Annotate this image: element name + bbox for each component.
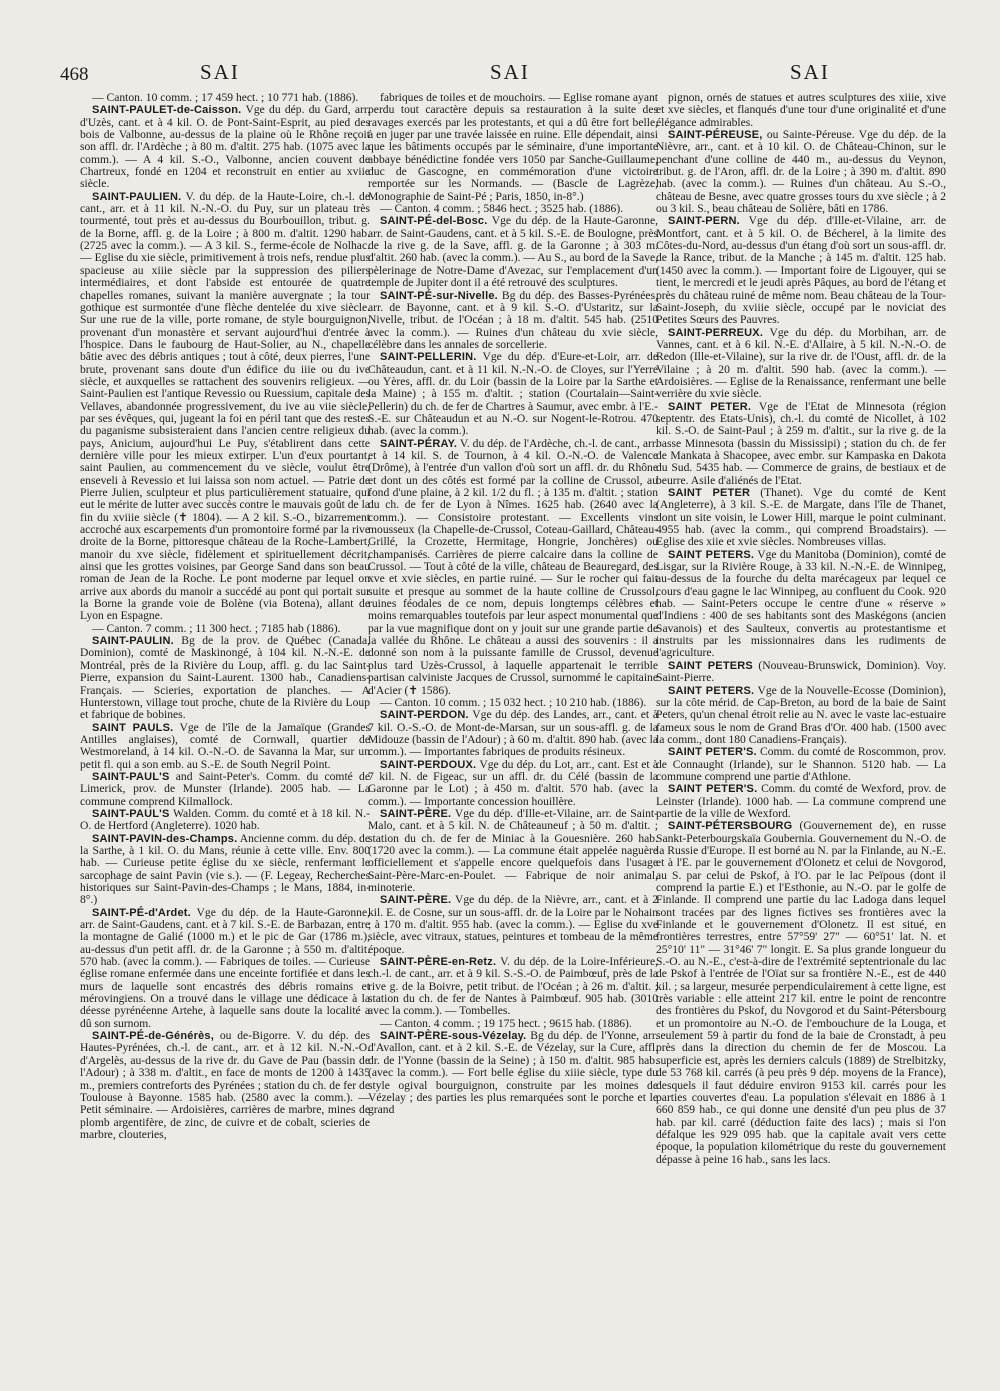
entry-headword: SAINT-PAULET-de-Caisson. xyxy=(92,104,242,117)
entry-text: and Saint-Peter's. Comm. du comté de Limerick, prov. de Munster (Irlande). 2005 hab. — La commune comprend Kilmallock. xyxy=(80,769,370,808)
entry-headword: SAINT-PAVIN-des-Champs. xyxy=(92,832,238,845)
running-head-right: SAI xyxy=(790,60,830,84)
dictionary-entry xyxy=(80,907,370,1030)
entry-headword: SAINT-PÈRE-sous-Vézelay. xyxy=(380,1030,527,1043)
entry-text: Bg de la prov. de Québec (Canada, Dominion), comté de Maskinongé, à 104 kil. N.-N.-E. de Montréal, près de la Rivière du Loup, affl. g. du lac Saint-Pierre, expansion du Saint-Laurent. 1300 hab., Canadiens-Français. — Scieries, exportation de planches. — A Hunterstown, village tout proche, chute de la Rivière du Loup et fabrique de bobines. xyxy=(80,634,370,722)
entry-text: Comm. du comté de Roscommon, prov. de Connaught (Irlande), sur le Shannon. 5120 hab. — La commune comprend une partie d'Athlone. xyxy=(656,745,946,783)
entry-headword: SAINT-PÈRE. xyxy=(380,894,452,907)
dictionary-entry xyxy=(368,438,658,697)
dictionary-entry xyxy=(80,191,370,623)
entry-text: — Canton. 10 comm. ; 15 032 hect. ; 10 210 hab. (1886). xyxy=(380,695,647,709)
dictionary-entry xyxy=(368,351,658,437)
dictionary-entry xyxy=(368,759,658,808)
dictionary-entry xyxy=(80,104,370,190)
dictionary-entry xyxy=(656,685,946,747)
entry-headword: SAINT-PÉ-sur-Nivelle. xyxy=(380,289,498,302)
entry-text: — Canton. 4 comm. ; 5846 hect. ; 3525 hab. (1886). xyxy=(380,202,624,216)
dictionary-entry xyxy=(368,290,658,352)
entry-text: Vge du dép. de la Nièvre, arr., cant. et à 2 kil. E. de Cosne, sur un sous-affl. dr. de la Loire par le Nohain ; à 170 m. d'altit. 955 hab. (avec la comm.). — Eglise du xve siècle, avec vitraux, statues, peintures et tombeau de la même époque. xyxy=(368,893,658,956)
dictionary-entry xyxy=(656,660,946,685)
entry-text: pignon, ornés de statues et autres sculptures des xiiie, xive et xve siècles, et flanqués d'une tour d'une originalité et d'une élégance admirables. xyxy=(656,92,946,129)
dictionary-entry xyxy=(656,401,946,487)
entry-text: Vge du dép. de la Haute-Garonne, arr. de Saint-Gaudens, cant. et à 7 kil. S.-E. de Barbazan, entre la montagne de Galié (1000 m.) et le pic de Gar (1786 m.), au-dessus d'un petit affl. dr. de la Garonne ; à 550 m. d'altit. 570 hab. (avec la comm.). — Fabriques de toiles. — Curieuse église romane enfermée dans une enceinte fortifiée et dans les murs de laquelle sont encastrés des débris romains et mérovingiens. On a trouvé dans le village une dédicace à la déesse pyrénéenne Artehe, à laquelle sans doute la localité a dû son surnom. xyxy=(80,905,370,1030)
entry-headword: SAINT PAULS. xyxy=(92,721,174,734)
dictionary-entry xyxy=(656,487,946,549)
entry-text: Vge du dép. des Landes, arr., cant. et à 7 kil. O.-S.-O. de Mont-de-Marsan, sur un sous-affl. g. de la Midouze (bassin de l'Adour) ; à 60 m. d'altit. 890 hab. (avec la comm.). — Importantes fabriques de produits résineux. xyxy=(368,708,658,759)
entry-text: Bg du dép. des Basses-Pyrénées, arr. de Bayonne, cant. et à 9 kil. S.-O. d'Ustaritz, sur la Nivelle, tribut. de l'Océan ; à 18 m. d'altit. 545 hab. (2510 avec la comm.). — Ruines d'un château du xvie siècle, célèbre dans les annales de sorcellerie. xyxy=(368,288,658,351)
entry-text: (Gouvernement de), en russe Sankt-Peterbourgskaïa Goubernia. Gouvernement du N.-O. de la Russie d'Europe. Il est borné au N. par la Finlande, au N.-E. et à l'E. par le gouvernement d'Olonetz et celui de Novgorod, au S. par celui de Pskof, à l'O. par le lac Peïpous (dont il comprend la partie E.) et l'Esthonie, au N.-O. par le golfe de Finlande. Il comprend une partie du lac Ladoga dans lequel sont tracées par des lignes fictives ses frontières avec la Finlande et le gouvernement d'Olonetz. Il est situé, en frontières terrestres, entre 57°59' 27" — 60°51' lat. N. et 25°10' 11" — 31°46' 7" longit. E. Sa plus grande longueur du S.-O. au N.-E., c'est-à-dire de l'extrémité septentrionale du lac de Pskof à l'entrée de l'Oïat sur sa frontière N.-E., est de 440 kil. ; sa largeur, mesurée perpendiculairement à cette ligne, est très variable : elle atteint 217 kil. entre le point de rencontre des frontières du Pskof, du Novgorod et du Saint-Pétersbourg et un promontoire au N.-O. de l'embouchure de la Louga, et seulement 59 à partir du fond de la baie de Cronstadt, à peu près dans la direction du chemin de fer de Moscou. La superficie est, après les derniers calculs (1889) de Strelbitzky, de 53 768 kil. carrés (à peu près 9 dép. moyens de la France), desquels il faut déduire environ 9153 kil. carrés pour les parties couvertes d'eau. La population s'élevait en 1886 à 1 660 859 hab., ce qui donne une densité d'un peu plus de 37 hab. par kil. carré (déduction faite des lacs) ; mais si l'on défalque les 929 095 hab. que la capitale avait vers cette époque, la population kilométrique du reste du gouvernement dépasse à peine 16 hab., sans les lacs. xyxy=(656,819,946,1166)
entry-text: (Thanet). Vge du comté de Kent (Angleterre), à 3 kil. S.-E. de Margate, dans l'île de Thanet, dont un site voisin, le Lower Hill, marque le point culminant. 4955 hab. (avec la comm., qui comprend Broadstairs). — Eglise des xiie et xvie siècles. Nombreuses villas. xyxy=(656,486,946,549)
dictionary-entry xyxy=(80,833,370,907)
entry-headword: SAINT-PÉ-del-Bosc. xyxy=(380,215,488,228)
entry-text: fabriques de toiles et de mouchoirs. — Eglise romane ayant perdu tout caractère depuis sa restauration à la suite des ravages exercés par les protestants, et qui a dû être fort belle, à en juger par une travée laissée en ruine. Elle dépendait, ainsi que les bâtiments occupés par le séminaire, d'une importante abbaye bénédictine fondée vers 1050 par Sanche-Guillaume, duc de Gascogne, en commémoration d'une victoire remportée sur les Normands. — (Bascle de Lagrèze, Monographie de Saint-Pé ; Paris, 1850, in-8°.) xyxy=(368,92,658,203)
entry-headword: SAINT PETER'S. xyxy=(668,746,757,759)
entry-text: Vge de l'île de la Jamaïque (Grandes Antilles anglaises), comté de Cornwall, quartier de Westmoreland, à 14 kil. O.-N.-O. de Savanna la Mar, sur un petit fl. qui a son emb. au S.-E. de South Negril Point. xyxy=(80,720,370,771)
dictionary-entry xyxy=(656,783,946,820)
entry-text: Vge du dép. d'Ille-et-Vilaine, arr. de Montfort, cant. et à 5 kil. O. de Bécherel, à la limite des Côtes-du-Nord, au-dessus d'un étang d'où sort un sous-affl. dr. de la Rance, tribut. de la Manche ; à 145 m. d'altit. 125 hab. (1450 avec la comm.). — Important foire de Ligouyer, qui se tient, le mercredi et le jeudi après Pâques, au bord de l'étang et près du château ruiné de même nom. Beau château de la Tour-Saint-Joseph, du xviiie siècle, occupé par le noviciat des Petites Sœurs des Pauvres. xyxy=(656,214,946,327)
entry-text: — Canton. 4 comm. ; 19 175 hect. ; 9615 hab. (1886). xyxy=(380,1016,632,1030)
dictionary-entry xyxy=(368,215,658,289)
entry-text: Vge du dép. du Morbihan, arr. de Vannes, cant. et à 6 kil. N.-E. d'Allaire, à 5 kil. N.-N.-O. de Redon (Ille-et-Vilaine), sur la rive dr. de l'Oust, affl. dr. de la Vilaine ; à 20 m. d'altit. 590 hab. (avec la comm.). — Ardoisières. — Eglise de la Renaissance, renfermant une belle verrière du xvie siècle. xyxy=(656,325,946,401)
dictionary-entry xyxy=(656,327,946,401)
entry-headword: SAINT-PÉTERSBOURG xyxy=(668,820,793,833)
entry-text: — Canton. 7 comm. ; 11 300 hect. ; 7185 hab (1886). xyxy=(92,621,341,635)
entry-headword: SAINT-PERREUX. xyxy=(668,326,764,339)
dictionary-entry xyxy=(368,1030,658,1116)
entry-text: Vge de la Nouvelle-Ecosse (Dominion), sur la côte mérid. de Cap-Breton, au bord de la baie de Saint Peters, qu'un chenal étroit relie au N. avec le vaste lac-estuaire fameux sous le nom de Grand Bras d'Or. 400 hab. (1500 avec la comm., dont 180 Canadiens-Français). xyxy=(656,683,946,746)
dictionary-entry xyxy=(368,92,658,203)
dictionary-entry xyxy=(368,956,658,1018)
entry-text: V. du dép. de l'Ardèche, ch.-l. de cant., arr. et à 14 kil. S. de Tournon, à 4 kil. O.-N.-O. de Valence (Drôme), à l'entrée d'un vallon d'où sort un affl. dr. du Rhône et dont un des côtés est formé par la colline de Crussol, au fond d'une plaine, à 2 kil. 1/2 du fl. ; à 135 m. d'altit. ; station du ch. de fer de Lyon à Nîmes. 1625 hab. (2640 avec la comm.). — Consistoire protestant. — Excellents vins mousseux (la Chapelle-de-Crussol, Coteau-Gaillard, Château-Grillé, la Crozette, Hermitage, Hongrie, Jonchères) ou champanisés. Carrières de pierre calcaire dans la colline de Crussol. — Tout à côté de la ville, château de Beauregard, des xve et xvie siècles, en partie ruiné. — Sur le rocher qui fait suite et presque au sommet de la haute colline de Crussol, ruines féodales de ce nom, depuis longtemps célèbres et moins remarquables toutefois par leur aspect monumental que par la vue magnifique dont on y jouit sur une grande partie de la vallée du Rhône. Le château a aussi des souvenirs : il a donné son nom à la puissante famille de Crussol, devenue plus tard Uzès-Crussol, à laquelle appartenait le terrible partisan calviniste Jacques de Crussol, surnommé le capitaine d'Acier (✝ 1586). xyxy=(368,436,658,697)
page-header xyxy=(60,58,945,86)
dictionary-entry xyxy=(368,709,658,758)
entry-text: Comm. du comté de Wexford, prov. de Leinster (Irlande). 1000 hab. — La commune comprend une partie de la ville de Wexford. xyxy=(656,782,946,820)
entry-text: Walden. Comm. du comté et à 18 kil. N.-O. de Hertford (Angleterre). 1020 hab. xyxy=(80,806,370,833)
entry-headword: SAINT-PÈRE-en-Retz. xyxy=(380,956,497,969)
entry-text: Vge du dép. d'Eure-et-Loir, arr. de Châteaudun, cant. et à 11 kil. N.-N.-O. de Cloyes, sur l'Yerre ou Yères, affl. dr. du Loir (bassin de la Loire par la Sarthe et la Maine) ; à 155 m. d'altit. ; station (Courtalain—Saint-Pellerin) du ch. de fer de Chartres à Saumur, avec embr. à l'E.-S.-E. sur Châteaudun et au N.-O. sur Nogent-le-Rotrou. 470 hab. (avec la comm.). xyxy=(368,350,658,438)
running-head-center: SAI xyxy=(490,60,530,84)
entry-headword: SAINT PETER. xyxy=(668,400,752,413)
entry-text: — Canton. 10 comm. ; 17 459 hect. ; 10 771 hab. (1886). xyxy=(92,92,359,104)
entry-text: Bg du dép. de l'Yonne, arr. d'Avallon, cant. et à 2 kil. S.-E. de Vézelay, sur la Cure, affl. dr. de l'Yonne (bassin de la Seine) ; à 150 m. d'altit. 985 hab. (avec la comm.). — Fort belle église du xiiie siècle, type du style ogival bourguignon, construite par les moines de Vézelay ; des parties les plus remarquées sont le porche et le grand xyxy=(368,1029,658,1117)
entry-text: Vge de l'Etat de Minnesota (région septentr. des Etats-Unis), ch.-l. du comté de Nicollet, à 102 kil. S.-O. de Saint-Paul ; à 259 m. d'altit., sur la rive g. de la basse Minnesota (bassin du Mississipi) ; station du ch. de fer de Mankata à Shacopee, avec embr. sur Kampaska en Dakota du Sud. 5435 hab. — Commerce de grains, de bestiaux et de beurre. Asile d'aliénés de l'Etat. xyxy=(656,399,946,487)
entry-text: Vge du dép. de la Haute-Garonne, arr. de Saint-Gaudens, cant. et à 5 kil. S.-E. de Boulogne, près de la rive g. de la Save, affl. g. de la Garonne ; à 303 m. d'altit. 260 hab. (avec la comm.). — Au S., au bord de la Save, pèlerinage de Notre-Dame d'Avezac, sur l'emplacement d'un temple de Jupiter dont il a été retrouvé des sculptures. xyxy=(368,214,658,290)
entry-text: Vge du Manitoba (Dominion), comté de Lisgar, sur la Rivière Rouge, à 33 kil. N.-N.-E. de Winnipeg, au-dessus de la fourche du delta marécageux par lequel ce cours d'eau gagne le lac Winnipeg, au confluent du Cook. 920 hab. — Saint-Peters occupe le centre d'une « réserve » d'Indiens : 400 de ses habitants sont des Maskégons (ancien Savanois) et des Saulteux, convertis au protestantisme et instruits par les missionnaires dans les rudiments de l'agriculture. xyxy=(656,547,946,660)
entry-headword: SAINT PETERS xyxy=(668,659,753,672)
entry-headword: SAINT-PERN. xyxy=(668,215,740,228)
dictionary-entry xyxy=(80,1030,370,1141)
entry-headword: SAINT PETERS. xyxy=(668,548,755,561)
entry-headword: SAINT PETERS. xyxy=(668,684,755,697)
dictionary-entry xyxy=(368,894,658,956)
entry-headword: SAINT-PÉ-de-Générès, xyxy=(92,1030,214,1043)
entry-headword: SAINT-PÈRE. xyxy=(380,807,452,820)
page-number: 468 xyxy=(60,64,89,85)
entry-text: V. du dép. de la Haute-Loire, ch.-l. de cant., arr. et à 11 kil. N.-N.-O. du Puy, sur un plateau très tourmenté, tout près et au-dessus du Bourbouillon, tribut. g. de la Borne, affl. g. de la Loire ; à 800 m. d'altit. 1290 hab. (2725 avec la comm.). — A 3 kil. S., ferme-école de Nolhac. — Eglise du xie siècle, primitivement à trois nefs, rendue plus spacieuse au xiiie siècle par la suppression des piliers intermédiaires, et dont l'abside est entourée de quatre chapelles romanes, suivant la manière auvergnate ; la tour gothique est surmontée d'une flèche dentelée du xive siècle. Sur une rue de la ville, porte romane, de style bourguignon, provenant d'un monastère et servant aujourd'hui d'entrée à l'hospice. Dans le faubourg de Haut-Solier, au N., chapelle bâtie avec des débris antiques ; tout à côté, deux pierres, l'une brute, provenant sans doute d'un édifice du iiie ou du ive siècle, et auxquelles se rattachent des souvenirs religieux. — Saint-Paulien est l'antique Revessio ou Ruessium, capitale des Vellaves, abandonnée progressivement, du ive au viie siècle, par ses évêques, qui, jugeant la foi en péril tant que des restes du paganisme subsisteraient dans l'ancien centre religieux du pays, Anicium, aujourd'hui Le Puy, s'établirent dans cette dernière ville pour les mieux extirper. L'un d'eux pourtant, saint Paulien, au commencement du ve siècle, voulut être enseveli à Revessio et lui laissa son nom actuel. — Patrie de Pierre Julien, sculpteur et plus particulièrement statuaire, qui eut le mérite de lutter avec succès contre le mauvais goût de la fin du xviiie siècle (✝ 1804). — A 2 kil. S.-O., bizarrement accroché aux escarpements d'un promontoire formé par la rive droite de la Borne, pittoresque château de la Roche-Lambert, manoir du xve siècle, fidèlement et spirituellement décrit, ainsi que les grottes voisines, par George Sand dans son beau roman de Jean de la Roche. Le pont moderne par lequel on arrive aux abords du manoir a succédé au pont qui portait sur la Borne la grande voie de Bolène (via Botena), allant de Lyon en Espagne. xyxy=(80,189,370,623)
dictionary-entry xyxy=(80,722,370,771)
dictionary-entry xyxy=(656,215,946,326)
dictionary-entry xyxy=(80,635,370,721)
text-column-right xyxy=(656,92,946,1352)
dictionary-entry xyxy=(656,549,946,660)
entry-headword: SAINT-PERDOUX. xyxy=(380,758,477,771)
entry-headword: SAINT-PAULIN. xyxy=(92,635,174,648)
entry-text: Vge du dép. du Lot, arr., cant. Est et à 7 kil. N. de Figeac, sur un affl. dr. du Célé (bassin de la Garonne par le Lot) ; à 450 m. d'altit. 570 hab. (avec la comm.). — Importante concession houillère. xyxy=(368,757,658,808)
entry-text: Vge du dép. du Gard, arr. d'Uzès, cant. et à 4 kil. O. de Pont-Saint-Esprit, au pied des bois de Valbonne, au-dessus de la plaine où le Rhône reçoit son affl. dr. l'Ardèche ; à 80 m. d'altit. 275 hab. (1075 avec la comm.). — A 4 kil. S.-O., Valbonne, ancien couvent de Chartreux, fondé en 1204 et reconstruit en entier au xviie siècle. xyxy=(80,103,370,191)
entry-headword: SAINT-PAUL'S xyxy=(92,807,170,820)
text-column-left xyxy=(80,92,370,1352)
dictionary-entry xyxy=(80,808,370,833)
entry-headword: SAINT-PÉREUSE, xyxy=(668,129,763,142)
dictionary-entry xyxy=(80,771,370,808)
entry-headword: SAINT-PÉ-d'Ardet. xyxy=(92,906,191,919)
text-column-middle xyxy=(368,92,658,1352)
entry-text: ou de-Bigorre. V. du dép. des Hautes-Pyrénées, ch.-l. de cant., arr. et à 12 kil. N.-N.-O. d'Argelès, au-dessus de la rive dr. du Gave de Pau (bassin de l'Adour) ; à 338 m. d'altit., en face de monts de 1200 à 1435 m., premiers contreforts des Pyrénées ; station du ch. de fer de Toulouse à Bayonne. 1585 hab. (2580 avec la comm.). — Petit séminaire. — Ardoisières, carrières de marbre, mines de plomb argentifère, de zinc, de cuivre et de cobalt, scieries de marbre, clouteries, xyxy=(80,1029,370,1141)
entry-headword: SAINT-PAULIEN. xyxy=(92,190,182,203)
entry-headword: SAINT-PELLERIN. xyxy=(380,351,477,364)
entry-headword: SAINT-PERDON. xyxy=(380,709,469,722)
entry-text: (Nouveau-Brunswick, Dominion). Voy. Saint-Pierre. xyxy=(656,658,946,685)
entry-headword: SAINT-PAUL'S xyxy=(92,770,170,783)
dictionary-entry xyxy=(368,808,658,894)
dictionary-entry xyxy=(656,746,946,783)
entry-text: Ancienne comm. du dép. de la Sarthe, à 1 kil. O. du Mans, réunie à cette ville. Env. 800 hab. — Curieuse petite église du xe siècle, renfermant le sarcophage de saint Pavin (vie s.). — (F. Legeay, Recherches historiques sur Saint-Pavin-des-Champs ; le Mans, 1884, in-8°.) xyxy=(80,831,370,907)
entry-headword: SAINT PETER'S. xyxy=(668,783,758,796)
dictionary-entry xyxy=(656,820,946,1166)
entry-headword: SAINT-PÉRAY. xyxy=(380,437,458,450)
entry-headword: SAINT PETER xyxy=(668,487,751,499)
dictionary-entry xyxy=(656,129,946,215)
running-head-left: SAI xyxy=(200,60,240,84)
entry-text: V. du dép. de la Loire-Inférieure, ch.-l. de cant., arr. et à 9 kil. S.-S.-O. de Paimbœuf, près de la rive g. de la Boivre, petit tribut. de l'Océan ; à 26 m. d'altit. ; station du ch. de fer de Nantes à Paimbœuf. 905 hab. (3010 avec la comm.). — Tombelles. xyxy=(368,955,658,1018)
entry-text: ou Sainte-Péreuse. Vge du dép. de la Nièvre, arr., cant. et à 10 kil. O. de Château-Chinon, sur le penchant d'une colline de 440 m., au-dessus du Veynon, tribut. g. de l'Aron, affl. dr. de la Loire ; à 390 m. d'altit. 890 hab. (avec la comm.). — Ruines d'un château. Au S.-O., château de Besne, avec quatre grosses tours du xve siècle ; à 2 ou 3 kil. S., beau château de Solière, bâti en 1786. xyxy=(656,128,946,216)
dictionary-entry xyxy=(656,92,946,129)
entry-text: Vge du dép. d'Ille-et-Vilaine, arr. de Saint-Malo, cant. et à 5 kil. N. de Châteauneuf ; à 50 m. d'altit. ; station du ch. de fer de Miniac à la Gouesnière. 260 hab. (1720 avec la comm.). — La commune était appelée naguère officiellement et s'appelle encore quelquefois dans l'usage Saint-Père-Marc-en-Poulet. — Fabrique de noir animal, minoterie. xyxy=(368,806,658,894)
